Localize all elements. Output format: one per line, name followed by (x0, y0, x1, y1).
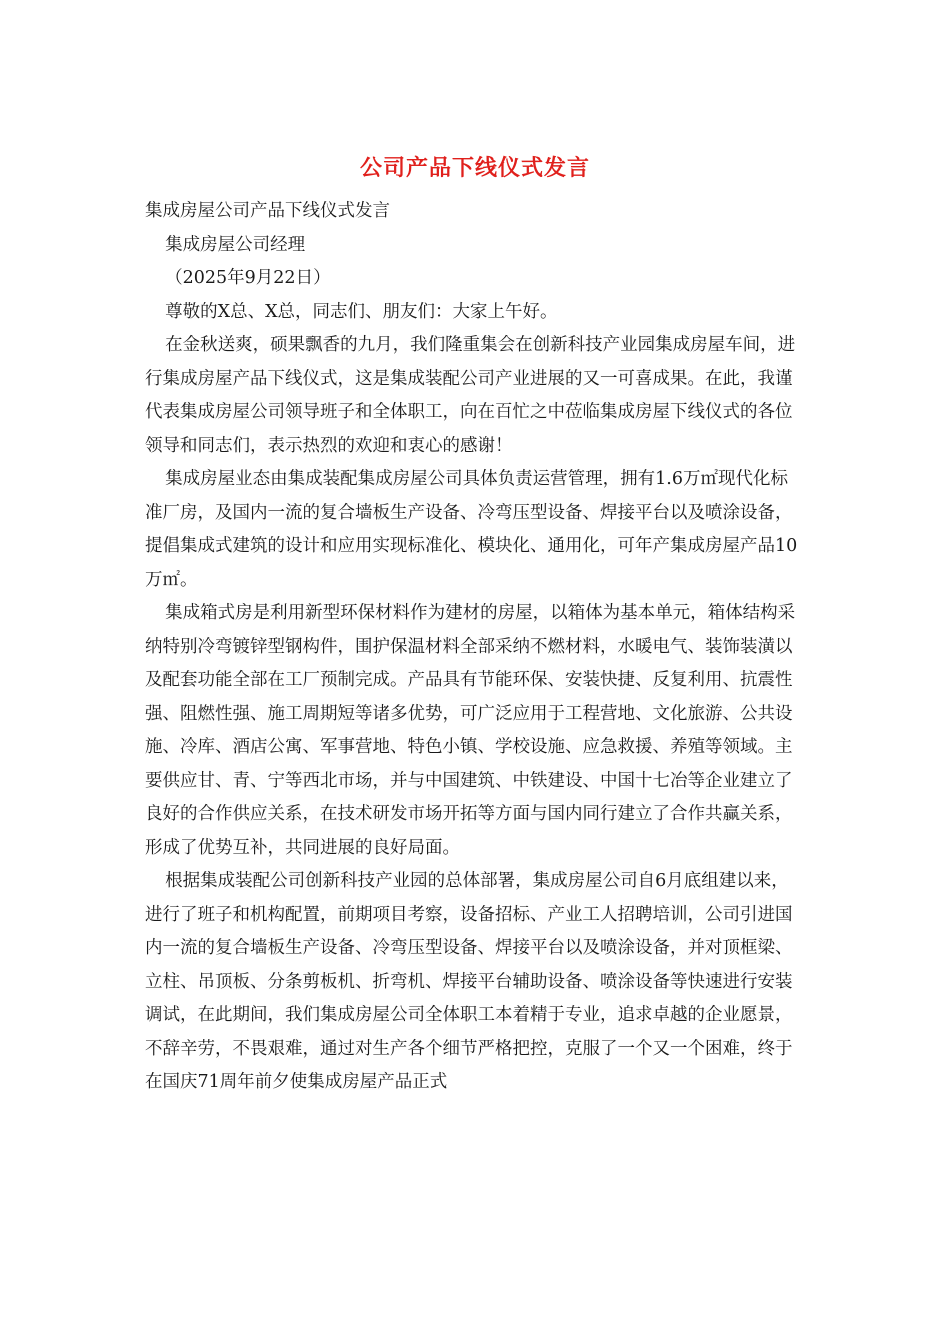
product-description-paragraph: 集成箱式房是利用新型环保材料作为建材的房屋，以箱体为基本单元，箱体结构采纳特别冷弯镀锌型钢构件，围护保温材料全部采纳不燃材料，水暖电气、装饰装潢以及配套功能全部在工厂预制完成。产品具有节能环保、安装快捷、反复利用、抗震性强、阻燃性强、施工周期短等诸多优势，可广泛应用于工程营地、文化旅游、公共设施、冷库、酒店公寓、军事营地、特色小镇、学校设施、应急救援、养殖等领域。主要供应甘、青、宁等西北市场，并与中国建筑、中铁建设、中国十七冶等企业建立了良好的合作供应关系，在技术研发市场开拓等方面与国内同行建立了合作共赢关系，形成了优势互补，共同进展的良好局面。 (145, 603, 796, 858)
opening-paragraph: 在金秋送爽，硕果飘香的九月，我们隆重集会在创新科技产业园集成房屋车间，进行集成房屋产品下线仪式，这是集成装配公司产业进展的又一可喜成果。在此，我谨代表集成房屋公司领导班子和全体职工，向在百忙之中莅临集成房屋下线仪式的各位领导和同志们，表示热烈的欢迎和衷心的感谢！ (145, 335, 796, 456)
subtitle-paragraph: 集成房屋公司产品下线仪式发言 (145, 201, 390, 221)
date-line: （2025年9月22日） (165, 268, 331, 288)
document-body (145, 195, 805, 1100)
progress-paragraph: 根据集成装配公司创新科技产业园的总体部署，集成房屋公司自6月底组建以来，进行了班子和机构配置，前期项目考察，设备招标、产业工人招聘培训，公司引进国内一流的复合墙板生产设备、冷弯压型设备、焊接平台以及喷涂设备，并对顶框梁、立柱、吊顶板、分条剪板机、折弯机、焊接平台辅助设备、喷涂设备等快速进行安装调试，在此期间，我们集成房屋公司全体职工本着精于专业，追求卓越的企业愿景，不辞辛劳，不畏艰难，通过对生产各个细节严格把控，克服了一个又一个困难，终于在国庆71周年前夕使集成房屋产品正式 (145, 871, 793, 1092)
document-title: 公司产品下线仪式发言 (359, 155, 590, 181)
speaker-line: 集成房屋公司经理 (165, 234, 306, 255)
greeting-paragraph: 尊敬的X总、X总，同志们、朋友们：大家上午好。 (165, 301, 558, 322)
company-overview-paragraph: 集成房屋业态由集成装配集成房屋公司具体负责运营管理，拥有1.6万㎡现代化标准厂房，及国内一流的复合墙板生产设备、冷弯压型设备、焊接平台以及喷涂设备，提倡集成式建筑的设计和应用实现标准化、模块化、通用化，可年产集成房屋产品10万㎡。 (145, 469, 798, 590)
